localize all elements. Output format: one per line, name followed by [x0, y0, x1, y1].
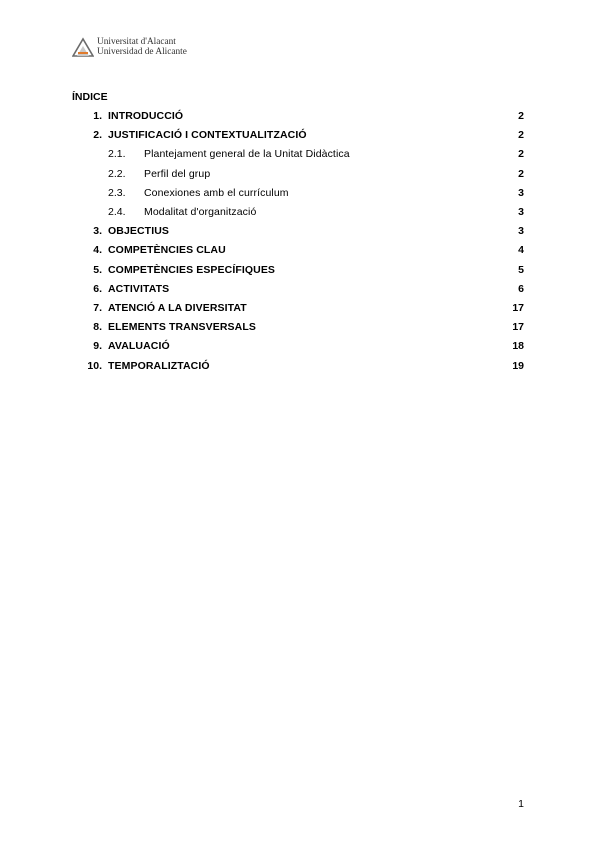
- toc-entry-label: ATENCIÓ A LA DIVERSITAT: [108, 302, 247, 314]
- toc-entry-label: OBJECTIUS: [108, 225, 169, 238]
- toc-entry-number: 2.2.: [108, 167, 126, 180]
- toc-entry-page: 2: [518, 129, 524, 142]
- toc-entry-page: 5: [518, 263, 524, 276]
- toc-entry-label: JUSTIFICACIÓ I CONTEXTUALITZACIÓ: [108, 129, 307, 142]
- toc-entry-label: INTRODUCCIÓ: [108, 110, 184, 122]
- toc-entry-page: 18: [512, 340, 524, 353]
- toc-entry-label: Conexiones amb el currículum: [144, 186, 289, 199]
- toc-entry-label: COMPETÈNCIES CLAU: [108, 244, 226, 257]
- toc-entry-label: TEMPORALIZTACIÓ: [108, 359, 210, 372]
- toc-entry[interactable]: [72, 321, 524, 337]
- toc-entry-page: 2: [518, 110, 524, 122]
- toc-entry[interactable]: [72, 283, 524, 299]
- toc-entry[interactable]: [72, 340, 524, 356]
- toc-entry[interactable]: [72, 168, 524, 184]
- index-title: ÍNDICE: [72, 91, 108, 103]
- page-number: 1: [518, 798, 524, 810]
- toc-entry-page: 4: [518, 244, 524, 257]
- toc-entry-page: 19: [512, 359, 524, 372]
- toc-entry-page: 17: [512, 302, 524, 314]
- toc-entry-label: ELEMENTS TRANSVERSALS: [108, 321, 256, 334]
- toc-entry[interactable]: [72, 129, 524, 145]
- toc-entry-number: 9.: [93, 340, 102, 353]
- toc-entry-number: 2.4.: [108, 206, 126, 218]
- toc-entry-page: 3: [518, 225, 524, 238]
- toc-entry[interactable]: [72, 148, 524, 164]
- university-name: [97, 37, 187, 57]
- toc-entry-label: COMPETÈNCIES ESPECÍFIQUES: [108, 263, 276, 276]
- toc-entry-number: 8.: [93, 321, 102, 334]
- toc-entry-label: AVALUACIÓ: [108, 340, 170, 353]
- toc-entry-label: Modalitat d'organització: [144, 206, 257, 218]
- toc-entry[interactable]: [72, 360, 524, 376]
- toc-entry-label: Perfil del grup: [144, 167, 211, 180]
- toc-entry[interactable]: [72, 206, 524, 222]
- toc-entry-page: 3: [518, 206, 524, 218]
- toc-entry-number: 4.: [93, 244, 102, 257]
- toc-entry-label: ACTIVITATS: [108, 282, 170, 295]
- toc-entry[interactable]: [72, 264, 524, 280]
- toc-entry-page: 2: [518, 167, 524, 180]
- university-name-line2: Universidad de Alicante: [97, 47, 187, 57]
- university-header: [72, 34, 187, 60]
- toc-entry-page: 17: [512, 321, 524, 334]
- toc-entry-page: 2: [518, 148, 524, 161]
- toc-entry[interactable]: [72, 110, 524, 126]
- university-name-line1: Universitat d'Alacant: [97, 37, 176, 47]
- toc-entry-number: 10.: [87, 359, 102, 372]
- toc-entry-number: 2.1.: [108, 148, 126, 161]
- toc-entry-number: 7.: [93, 302, 102, 314]
- toc-entry-page: 3: [518, 186, 524, 199]
- university-logo-icon: [72, 37, 94, 57]
- toc-entry-number: 1.: [93, 110, 102, 122]
- toc-entry[interactable]: [72, 302, 524, 318]
- toc-entry-number: 6.: [93, 282, 102, 295]
- toc-entry[interactable]: [72, 244, 524, 260]
- toc-entry-number: 3.: [93, 225, 102, 238]
- toc-entry-label: Plantejament general de la Unitat Didàctica: [144, 148, 350, 161]
- toc-entry-number: 2.3.: [108, 186, 126, 199]
- toc-entry-page: 6: [518, 282, 524, 295]
- toc-entry-number: 5.: [93, 263, 102, 276]
- toc-entry-number: 2.: [93, 129, 102, 142]
- toc-entry[interactable]: [72, 187, 524, 203]
- toc-entry[interactable]: [72, 225, 524, 241]
